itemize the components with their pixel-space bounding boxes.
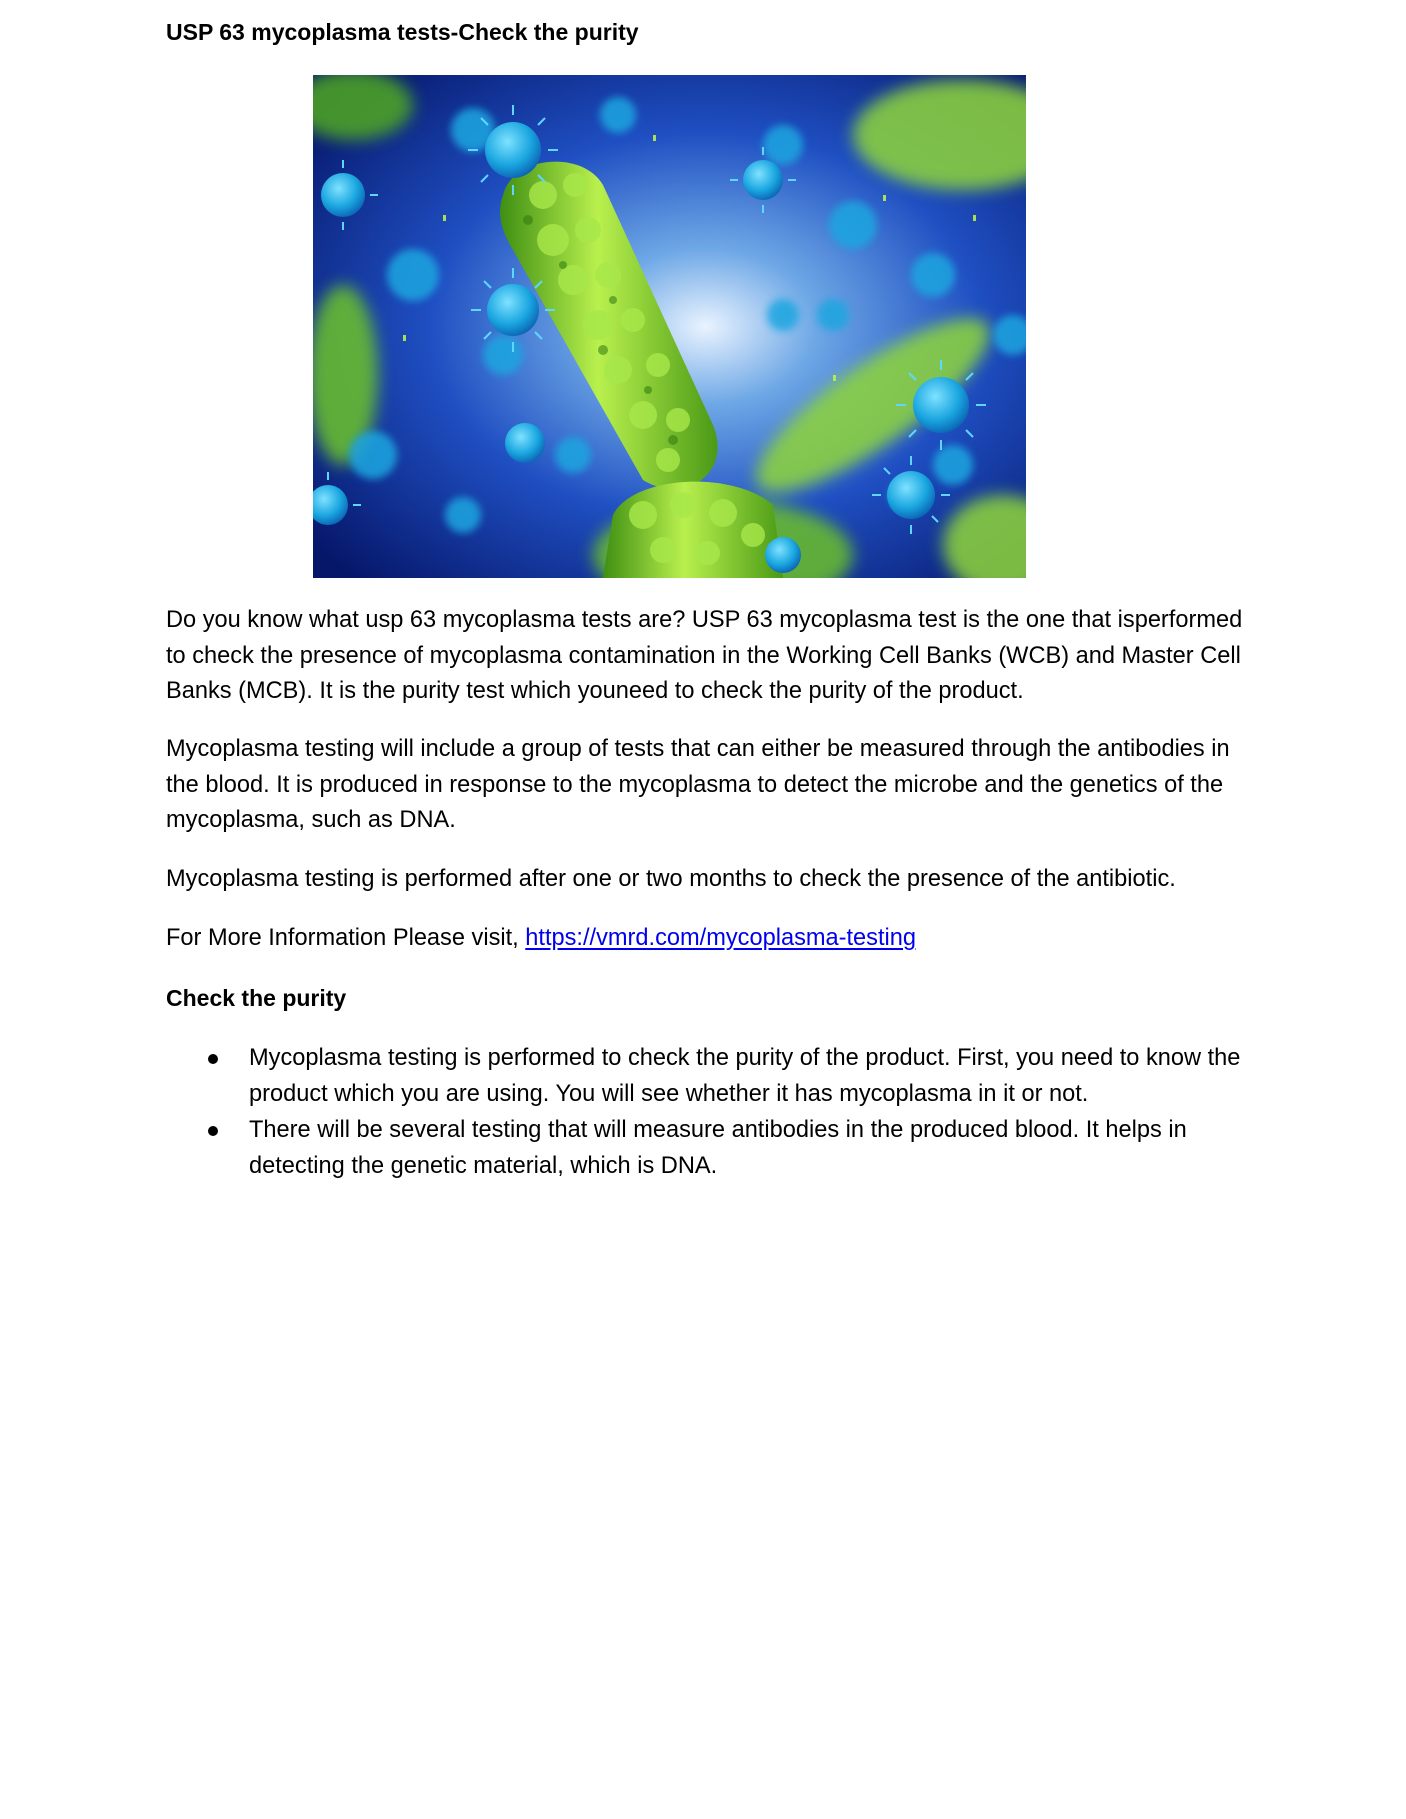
list-item-text: Mycoplasma testing is performed to check the purity of the product. First, you need to know the product which you are using. You will see whether it has mycoplasma in it or not. — [249, 1045, 1241, 1107]
section-heading: Check the purity — [166, 985, 347, 1011]
microbe-illustration-icon — [313, 75, 1026, 578]
more-info-prefix: For More Information Please visit, — [166, 925, 526, 951]
paragraph-testing-group: Mycoplasma testing will include a group of tests that can either be measured through the antibodies in the blood. It is produced in response to the mycoplasma to detect the microbe and the genetics of the mycoplasma, such as DNA. — [166, 736, 1230, 833]
list-item — [166, 1041, 1276, 1112]
bullet-icon — [208, 1054, 218, 1064]
purity-bullet-list — [166, 1041, 1276, 1185]
list-item — [166, 1113, 1276, 1184]
list-item-text: There will be several testing that will measure antibodies in the produced blood. It helps in detecting the genetic material, which is DNA. — [249, 1117, 1187, 1179]
page-title: USP 63 mycoplasma tests-Check the purity — [166, 19, 639, 45]
paragraph-more-info — [166, 921, 1256, 957]
vmrd-link[interactable]: https://vmrd.com/mycoplasma-testing — [525, 925, 917, 951]
bullet-icon — [208, 1126, 218, 1136]
paragraph-timing: Mycoplasma testing is performed after one or two months to check the presence of the antibiotic. — [166, 866, 1176, 892]
paragraph-intro: Do you know what usp 63 mycoplasma tests are? USP 63 mycoplasma test is the one that isperformed to check the presence of mycoplasma contamination in the Working Cell Banks (WCB) and Master Cell Banks (MCB). It is the purity test which youneed to check the purity of the product. — [166, 607, 1243, 704]
